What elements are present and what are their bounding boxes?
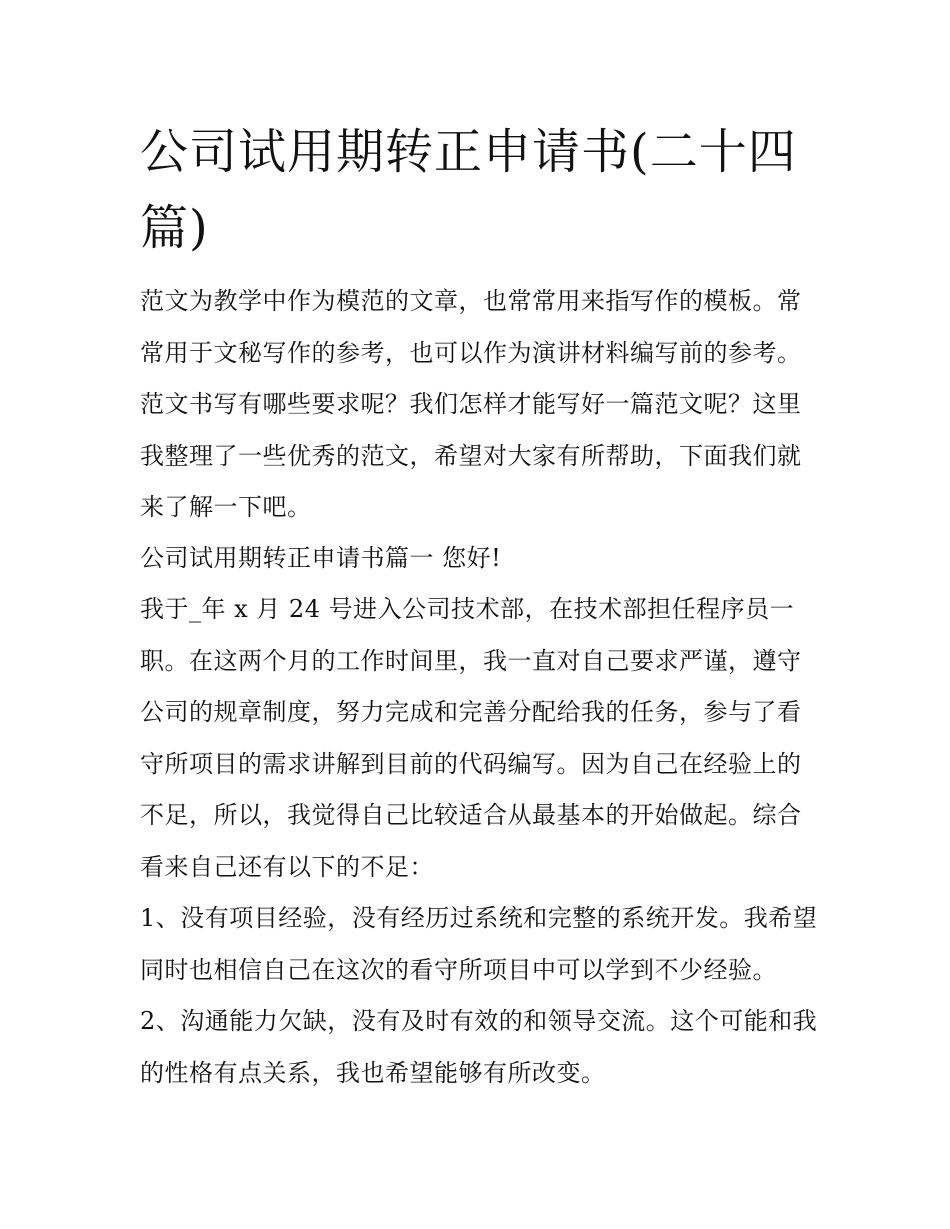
list-item: 2、沟通能力欠缺，没有及时有效的和领导交流。这个可能和我的性格有点关系，我也希望能够有所改变。 (140, 1007, 818, 1087)
main-paragraph: 我于_年 x 月 24 号进入公司技术部，在技术部担任程序员一职。在这两个月的工作时间里，我一直对自己要求严谨，遵守公司的规章制度，努力完成和完善分配给我的任务，参与了看守所项目的需求讲解到目前的代码编写。因为自己在经验上的不足，所以，我觉得自己比较适合从最基本的开始做起。综合看来自己还有以下的不足： (140, 595, 802, 881)
list-item: 1、没有项目经验，没有经历过系统和完整的系统开发。我希望同时也相信自己在这次的看守所项目中可以学到不少经验。 (140, 904, 818, 984)
greeting-line: 公司试用期转正申请书篇一 您好! (140, 544, 502, 572)
intro-paragraph: 范文为教学中作为模范的文章，也常常用来指写作的模板。常常用于文秘写作的参考，也可以作为演讲材料编写前的参考。范文书写有哪些要求呢？我们怎样才能写好一篇范文呢？这里我整理了一些优秀的范文，希望对大家有所帮助，下面我们就来了解一下吧。 (140, 287, 802, 521)
document-title: 公司试用期转正申请书(二十四篇) (140, 124, 797, 256)
